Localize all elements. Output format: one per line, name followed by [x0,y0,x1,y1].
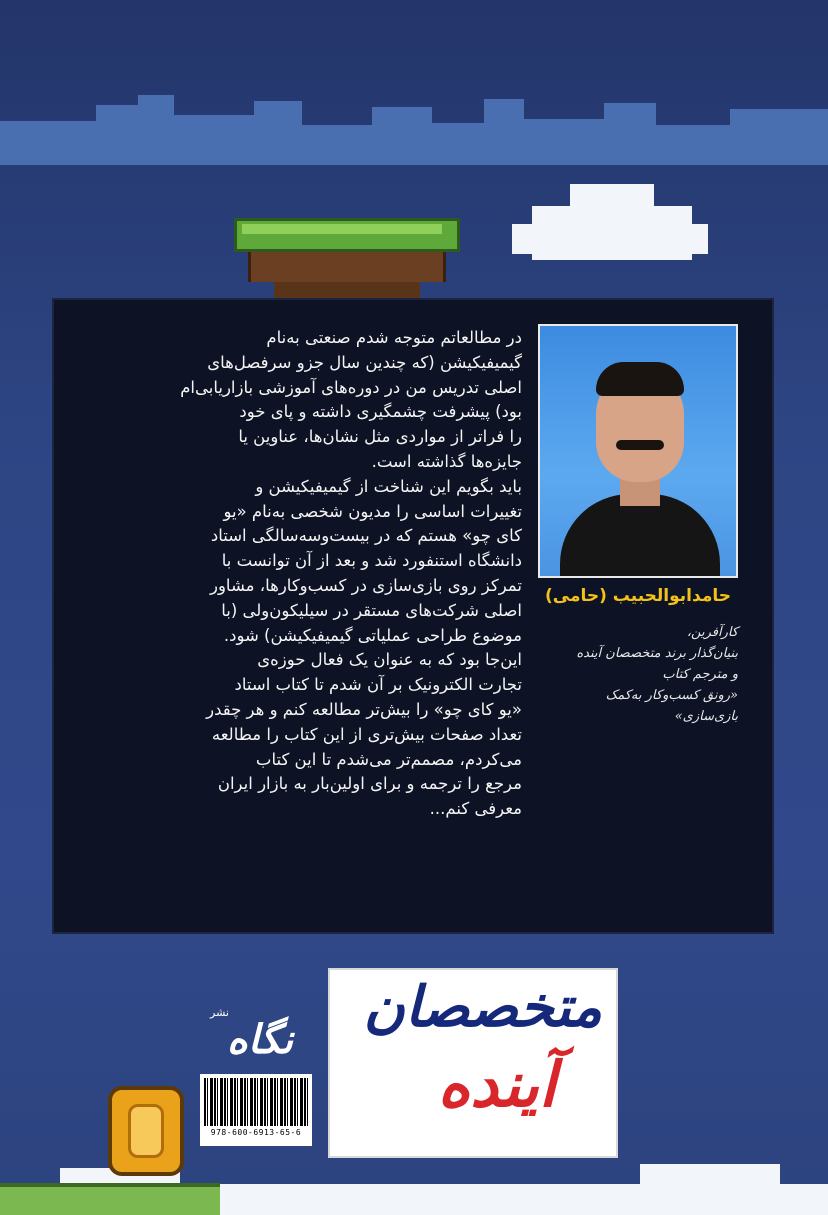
publisher-tag: نشر [210,1006,229,1019]
floating-island [234,218,460,302]
pixel-skyline [0,95,828,165]
author-bio: کارآفرین، بنیان‌گذار برند متخصصان آینده و مترجم کتاب «رونق کسب‌وکار به‌کمک بازی‌سازی» [576,625,738,724]
author-photo [538,324,738,578]
author-name: حامدابوالحبیب (حامی) [544,586,731,606]
series-logo [328,968,618,1158]
series-title-line1: متخصصان [363,974,602,1040]
pixel-coin-icon [108,1086,184,1176]
blurb-panel [52,298,774,934]
isbn-number: 978-600-6913-65-6 [210,1128,302,1137]
barcode [200,1074,312,1146]
barcode-bars [204,1078,308,1126]
blurb-text: در مطالعاتم متوجه شدم صنعتی به‌نام گیمیفیکیشن (که چندین سال جزو سرفصل‌های اصلی تدریس من در دوره‌های آموزشی بازاریابی‌ام بود) پیشرفت چشمگیری داشته و پای خود را فراتر از مواردی مثل نشان‌ها، عناوین یا جایزه‌ها گذاشته است. باید بگویم این شناخت از گیمیفیکیشن و تغییرات اساسی را مدیون شخصی به‌نام «یو کای چو» هستم که در بیست‌وسه‌سالگی استاد دانشگاه استنفورد شد و بعد از آن توانست با تمرکز روی بازی‌سازی در کسب‌وکارها، مشاور اصلی شرکت‌های مستقر در سیلیکون‌ولی (با موضوع طراحی عملیاتی گیمیفیکیشن) شود. این‌جا بود که به عنوان یک فعال حوزه‌ی تجارت الکترونیک بر آن شدم تا کتاب استاد «یو کای چو» را بیش‌تر مطالعه کنم و هر چقدر تعداد صفحات بیش‌تری از این کتاب را مطالعه می‌کردم، مصمم‌تر می‌شدم تا این کتاب مرجع را ترجمه و برای اولین‌بار به بازار ایران معرفی کنم... [180,328,522,819]
pixel-cloud [512,178,708,270]
pixel-ground [0,1183,220,1215]
publisher-logo: نگاه [226,1016,294,1063]
series-title-line2: آینده [437,1048,556,1121]
